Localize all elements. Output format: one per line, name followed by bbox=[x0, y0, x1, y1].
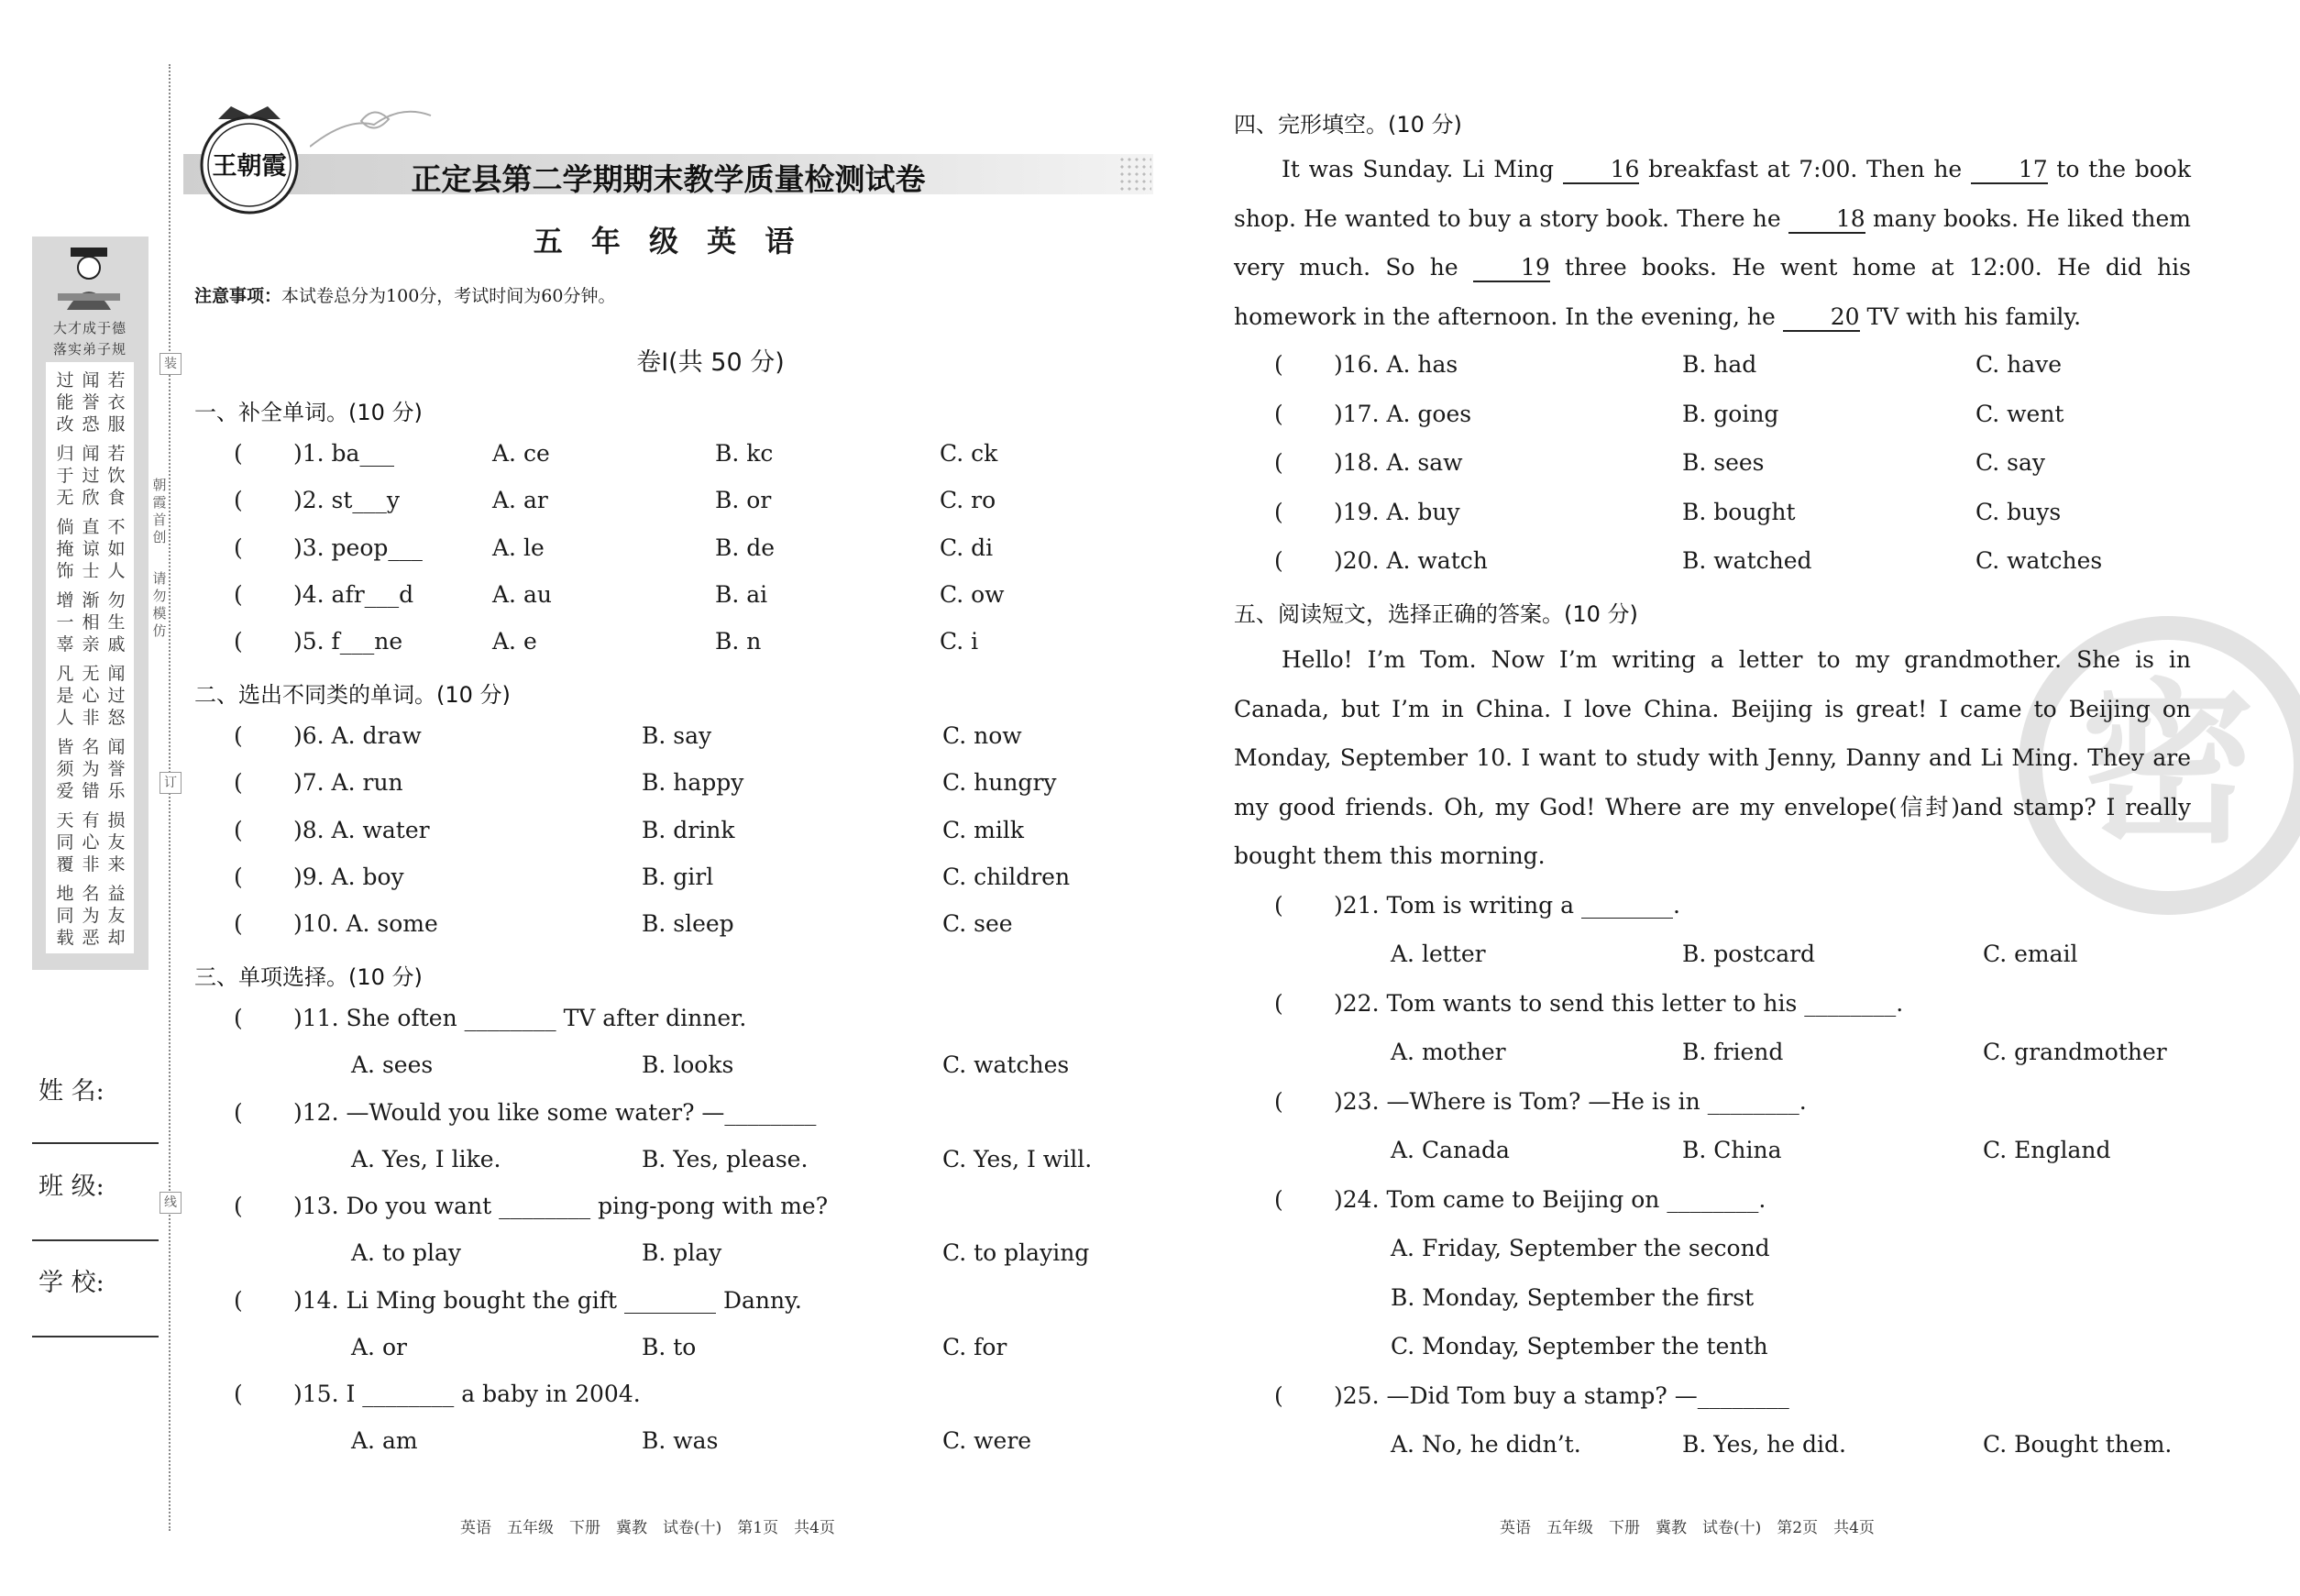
side-note-1: 朝霞首创 bbox=[152, 477, 167, 545]
motto-head-1: 大才成于德 bbox=[52, 320, 127, 336]
question-stem: )22. Tom wants to send this letter to his ________. bbox=[1334, 990, 1904, 1017]
motto-head-2: 落实弟子规 bbox=[52, 341, 127, 358]
option-c[interactable]: C. for bbox=[942, 1333, 1007, 1360]
motto-column: 闻誉恐 bbox=[82, 370, 100, 435]
option-b[interactable]: B. going bbox=[1682, 400, 1779, 427]
question-stem: )20. A. watch bbox=[1334, 547, 1488, 574]
question-stem: )7. A. run bbox=[293, 769, 403, 797]
option-a[interactable]: A. le bbox=[492, 534, 545, 561]
option-c[interactable]: C. went bbox=[1975, 400, 2064, 427]
option-c[interactable]: C. ow bbox=[940, 580, 1005, 608]
answer-paren: ( bbox=[1274, 1088, 1283, 1115]
option-b[interactable]: B. play bbox=[642, 1239, 722, 1267]
question-stem: )11. She often ________ TV after dinner. bbox=[293, 1005, 747, 1031]
answer-paren: ( bbox=[234, 722, 243, 749]
answer-paren: ( bbox=[1274, 892, 1283, 919]
ribbon-decoration bbox=[310, 99, 438, 154]
option-b[interactable]: B. n bbox=[715, 628, 762, 655]
option-c[interactable]: C. email bbox=[1983, 941, 2078, 967]
answer-paren: ( bbox=[1274, 1382, 1283, 1409]
question-stem: )16. A. has bbox=[1334, 351, 1458, 378]
option-a[interactable]: A. to play bbox=[351, 1239, 462, 1267]
name-label: 姓 名: bbox=[39, 1077, 105, 1106]
class-label: 班 级: bbox=[39, 1172, 105, 1201]
answer-paren: ( bbox=[234, 580, 243, 608]
motto-column: 损友来 bbox=[107, 810, 126, 875]
svg-text:王朝霞: 王朝霞 bbox=[212, 152, 287, 181]
notice bbox=[194, 282, 615, 307]
motto-column: 倘掩饰 bbox=[56, 517, 74, 581]
option-c[interactable]: C. watches bbox=[1975, 547, 2103, 574]
option-a[interactable]: A. mother bbox=[1391, 1039, 1506, 1065]
motto-column: 闻过怒 bbox=[107, 664, 126, 728]
question-stem: )24. Tom came to Beijing on ________. bbox=[1334, 1186, 1766, 1213]
question-stem: )21. Tom is writing a ________. bbox=[1334, 892, 1680, 919]
section-3-title: 三、单项选择。(10 分) bbox=[194, 964, 423, 990]
question-stem: )2. st___y bbox=[293, 487, 401, 514]
answer-paren: ( bbox=[234, 769, 243, 797]
answer-paren: ( bbox=[1274, 400, 1283, 427]
question-stem: )9. A. boy bbox=[293, 863, 404, 890]
option-c[interactable]: C. buys bbox=[1975, 498, 2062, 525]
motto-column: 若衣服 bbox=[107, 370, 126, 435]
cloze-text-3: to the book shop. He wanted to buy a story book. There he bbox=[1234, 156, 2192, 232]
answer-paren: ( bbox=[1274, 547, 1283, 574]
option-b[interactable]: B. postcard bbox=[1682, 941, 1816, 967]
footer-page-1: 英语 五年级 下册 冀教 试卷(十) 第1页 共4页 bbox=[460, 1519, 835, 1537]
question-stem: )25. —Did Tom buy a stamp? —________ bbox=[1334, 1382, 1789, 1409]
motto-column: 增一辜 bbox=[56, 590, 74, 655]
seal-box-1: 装 bbox=[160, 353, 182, 375]
option-c[interactable]: C. i bbox=[940, 628, 979, 655]
scholar-figure-icon bbox=[50, 246, 128, 314]
option-c[interactable]: C. say bbox=[1975, 449, 2045, 476]
option-b[interactable]: B. looks bbox=[642, 1051, 734, 1078]
question-stem: )12. —Would you like some water? —________ bbox=[293, 1098, 817, 1126]
motto-column: 有心非 bbox=[82, 810, 100, 875]
option-b[interactable]: B. de bbox=[715, 534, 776, 561]
cloze-text-4: many books. He liked them very much. So he bbox=[1234, 204, 2191, 281]
motto-column: 直谅士 bbox=[82, 517, 100, 581]
blank-20[interactable]: 20 bbox=[1783, 304, 1860, 332]
motto-column: 不如人 bbox=[107, 517, 126, 581]
option-c[interactable]: C. children bbox=[942, 863, 1071, 890]
blank-19[interactable]: 19 bbox=[1473, 255, 1550, 282]
option-a[interactable]: A. letter bbox=[1391, 941, 1486, 967]
question-stem: )13. Do you want ________ ping-pong with me? bbox=[293, 1193, 829, 1220]
option-b[interactable]: B. sees bbox=[1682, 449, 1765, 476]
motto-column: 名为恶 bbox=[82, 884, 100, 948]
motto-column: 渐相亲 bbox=[82, 590, 100, 655]
question-stem: )3. peop___ bbox=[293, 534, 423, 561]
answer-paren: ( bbox=[234, 534, 243, 561]
option-b[interactable]: B. was bbox=[642, 1427, 719, 1455]
motto-column: 过能改 bbox=[56, 370, 74, 435]
cloze-passage bbox=[1234, 145, 2191, 341]
option-a[interactable]: A. ce bbox=[492, 440, 550, 467]
question-stem: )14. Li Ming bought the gift ________ Danny. bbox=[293, 1286, 802, 1314]
motto-column: 凡是人 bbox=[56, 664, 74, 728]
school-field[interactable] bbox=[32, 1336, 159, 1337]
option-b[interactable]: B. China bbox=[1682, 1137, 1782, 1163]
answer-paren: ( bbox=[1274, 449, 1283, 476]
section-2-title: 二、选出不同类的单词。(10 分) bbox=[194, 682, 511, 708]
question-stem: )17. A. goes bbox=[1334, 400, 1472, 427]
motto-column: 无心非 bbox=[82, 664, 100, 728]
option-c[interactable]: C. England bbox=[1983, 1137, 2111, 1163]
question-stem: )18. A. saw bbox=[1334, 449, 1463, 476]
answer-paren: ( bbox=[234, 628, 243, 655]
footer-page-2: 英语 五年级 下册 冀教 试卷(十) 第2页 共4页 bbox=[1500, 1519, 1875, 1537]
question-stem: )8. A. water bbox=[293, 816, 430, 843]
answer-paren: ( bbox=[234, 1098, 243, 1126]
question-stem: )19. A. buy bbox=[1334, 498, 1460, 525]
option-c[interactable]: C. ck bbox=[940, 440, 998, 467]
question-stem: )10. A. some bbox=[293, 910, 438, 938]
option-a[interactable]: A. e bbox=[492, 628, 537, 655]
option-c[interactable]: C. Yes, I will. bbox=[942, 1145, 1093, 1172]
seal-box-2: 订 bbox=[160, 772, 182, 794]
option-a[interactable]: A. au bbox=[492, 580, 552, 608]
answer-paren: ( bbox=[1274, 1186, 1283, 1213]
option-b[interactable]: B. or bbox=[715, 487, 772, 514]
perforation-line bbox=[169, 64, 171, 1531]
section-1-title: 一、补全单词。(10 分) bbox=[194, 400, 423, 425]
motto-column: 名为错 bbox=[82, 737, 100, 801]
motto-column: 益友却 bbox=[107, 884, 126, 948]
answer-paren: ( bbox=[1274, 498, 1283, 525]
class-field[interactable] bbox=[32, 1239, 159, 1241]
option-b[interactable]: B. kc bbox=[715, 440, 774, 467]
section-4-title: 四、完形填空。(10 分) bbox=[1234, 112, 1462, 138]
option-b[interactable]: B. Yes, please. bbox=[642, 1145, 809, 1172]
cloze-text-5: three books. He went home at 12:00. He did his homework in the afternoon. In the evening, he bbox=[1234, 254, 2191, 330]
school-label: 学 校: bbox=[39, 1269, 105, 1297]
motto-column: 地同载 bbox=[56, 884, 74, 948]
notice-label: 注意事项： bbox=[194, 286, 282, 306]
motto-column: 若饮食 bbox=[107, 444, 126, 508]
cloze-text-1: It was Sunday. Li Ming bbox=[1282, 156, 1563, 182]
answer-paren: ( bbox=[234, 1286, 243, 1314]
option-c[interactable]: C. watches bbox=[942, 1051, 1070, 1078]
option-c[interactable]: C. di bbox=[940, 534, 994, 561]
cloze-text-2: breakfast at 7:00. Then he bbox=[1639, 156, 1971, 182]
exam-subtitle: 五 年 级 英 语 bbox=[533, 224, 804, 259]
option-c[interactable]: C. hungry bbox=[942, 769, 1057, 797]
option-b[interactable]: B. friend bbox=[1682, 1039, 1784, 1065]
cloze-text-6: TV with his family. bbox=[1859, 303, 2082, 330]
option-c[interactable]: C. to playing bbox=[942, 1239, 1090, 1267]
answer-paren: ( bbox=[1274, 990, 1283, 1017]
answer-paren: ( bbox=[234, 1381, 243, 1408]
option-b[interactable]: B. say bbox=[642, 722, 712, 749]
answer-paren: ( bbox=[234, 1193, 243, 1220]
option-b[interactable]: B. bought bbox=[1682, 498, 1796, 525]
blank-18[interactable]: 18 bbox=[1788, 206, 1865, 234]
option-b[interactable]: B. girl bbox=[642, 863, 714, 890]
seal-box-3: 线 bbox=[160, 1192, 182, 1214]
question-stem: )15. I ________ a baby in 2004. bbox=[293, 1381, 641, 1408]
part-one-title: 卷Ⅰ(共 50 分) bbox=[636, 348, 785, 377]
answer-paren: ( bbox=[234, 440, 243, 467]
option-b[interactable]: B. to bbox=[642, 1333, 697, 1360]
motto-column: 闻誉乐 bbox=[107, 737, 126, 801]
motto-column: 天同覆 bbox=[56, 810, 74, 875]
option-c[interactable]: C. were bbox=[942, 1427, 1032, 1455]
option-a[interactable]: A. Canada bbox=[1391, 1137, 1510, 1163]
option-b[interactable]: B. Monday, September the first bbox=[1391, 1284, 1755, 1311]
option-b[interactable]: B. ai bbox=[715, 580, 768, 608]
option-c[interactable]: C. have bbox=[1975, 351, 2063, 378]
motto-column: 皆须爱 bbox=[56, 737, 74, 801]
option-c[interactable]: C. Monday, September the tenth bbox=[1391, 1333, 1768, 1359]
option-a[interactable]: A. sees bbox=[351, 1051, 434, 1078]
reading-passage: Hello! I’m Tom. Now I’m writing a letter to my grandmother. She is in Canada, but I’m in China. I love China. Beijing is great! I came to Beijing on Monday, September 10. I want to study with Jenny, Danny and Li Ming. They are my good friends. Oh, my God! Where are my envelope(信封)and stamp? I really bought them this morning. bbox=[1234, 646, 2191, 869]
option-a[interactable]: A. No, he didn’t. bbox=[1391, 1431, 1581, 1458]
option-c[interactable]: C. grandmother bbox=[1983, 1039, 2167, 1065]
name-field[interactable] bbox=[32, 1142, 159, 1144]
motto-column: 归于无 bbox=[56, 444, 74, 508]
option-c[interactable]: C. Bought them. bbox=[1983, 1431, 2173, 1458]
option-a[interactable]: A. ar bbox=[492, 487, 548, 514]
option-a[interactable]: A. am bbox=[351, 1427, 418, 1455]
option-c[interactable]: C. milk bbox=[942, 816, 1024, 843]
option-b[interactable]: B. drink bbox=[642, 816, 735, 843]
option-a[interactable]: A. Friday, September the second bbox=[1391, 1235, 1770, 1261]
option-b[interactable]: B. happy bbox=[642, 769, 744, 797]
option-a[interactable]: A. or bbox=[351, 1333, 407, 1360]
motto-column: 闻过欣 bbox=[82, 444, 100, 508]
option-b[interactable]: B. sleep bbox=[642, 910, 734, 938]
side-note-2: 请勿模仿 bbox=[152, 570, 167, 639]
option-c[interactable]: C. see bbox=[942, 910, 1013, 938]
notice-text: 本试卷总分为100分，考试时间为60分钟。 bbox=[281, 286, 616, 306]
exam-title: 正定县第二学期期末教学质量检测试卷 bbox=[411, 161, 926, 197]
blank-16[interactable]: 16 bbox=[1563, 157, 1640, 184]
answer-paren: ( bbox=[1274, 351, 1283, 378]
option-c[interactable]: C. now bbox=[942, 722, 1022, 749]
section-5-title: 五、阅读短文，选择正确的答案。(10 分) bbox=[1234, 601, 1638, 627]
option-b[interactable]: B. had bbox=[1682, 351, 1757, 378]
answer-paren: ( bbox=[234, 816, 243, 843]
blank-17[interactable]: 17 bbox=[1971, 157, 2048, 184]
question-stem: )1. ba___ bbox=[293, 440, 394, 467]
question-stem: )23. —Where is Tom? —He is in ________. bbox=[1334, 1088, 1807, 1115]
answer-paren: ( bbox=[234, 487, 243, 514]
option-b[interactable]: B. watched bbox=[1682, 547, 1812, 574]
motto-column: 勿生戚 bbox=[107, 590, 126, 655]
answer-paren: ( bbox=[234, 910, 243, 938]
svg-text:密: 密 bbox=[2080, 664, 2256, 866]
option-c[interactable]: C. ro bbox=[940, 487, 996, 514]
question-stem: )5. f___ne bbox=[293, 628, 403, 655]
option-a[interactable]: A. Yes, I like. bbox=[351, 1145, 501, 1172]
answer-paren: ( bbox=[234, 1005, 243, 1031]
question-stem: )6. A. draw bbox=[293, 722, 422, 749]
option-b[interactable]: B. Yes, he did. bbox=[1682, 1431, 1846, 1458]
answer-paren: ( bbox=[234, 863, 243, 890]
question-stem: )4. afr___d bbox=[293, 580, 414, 608]
